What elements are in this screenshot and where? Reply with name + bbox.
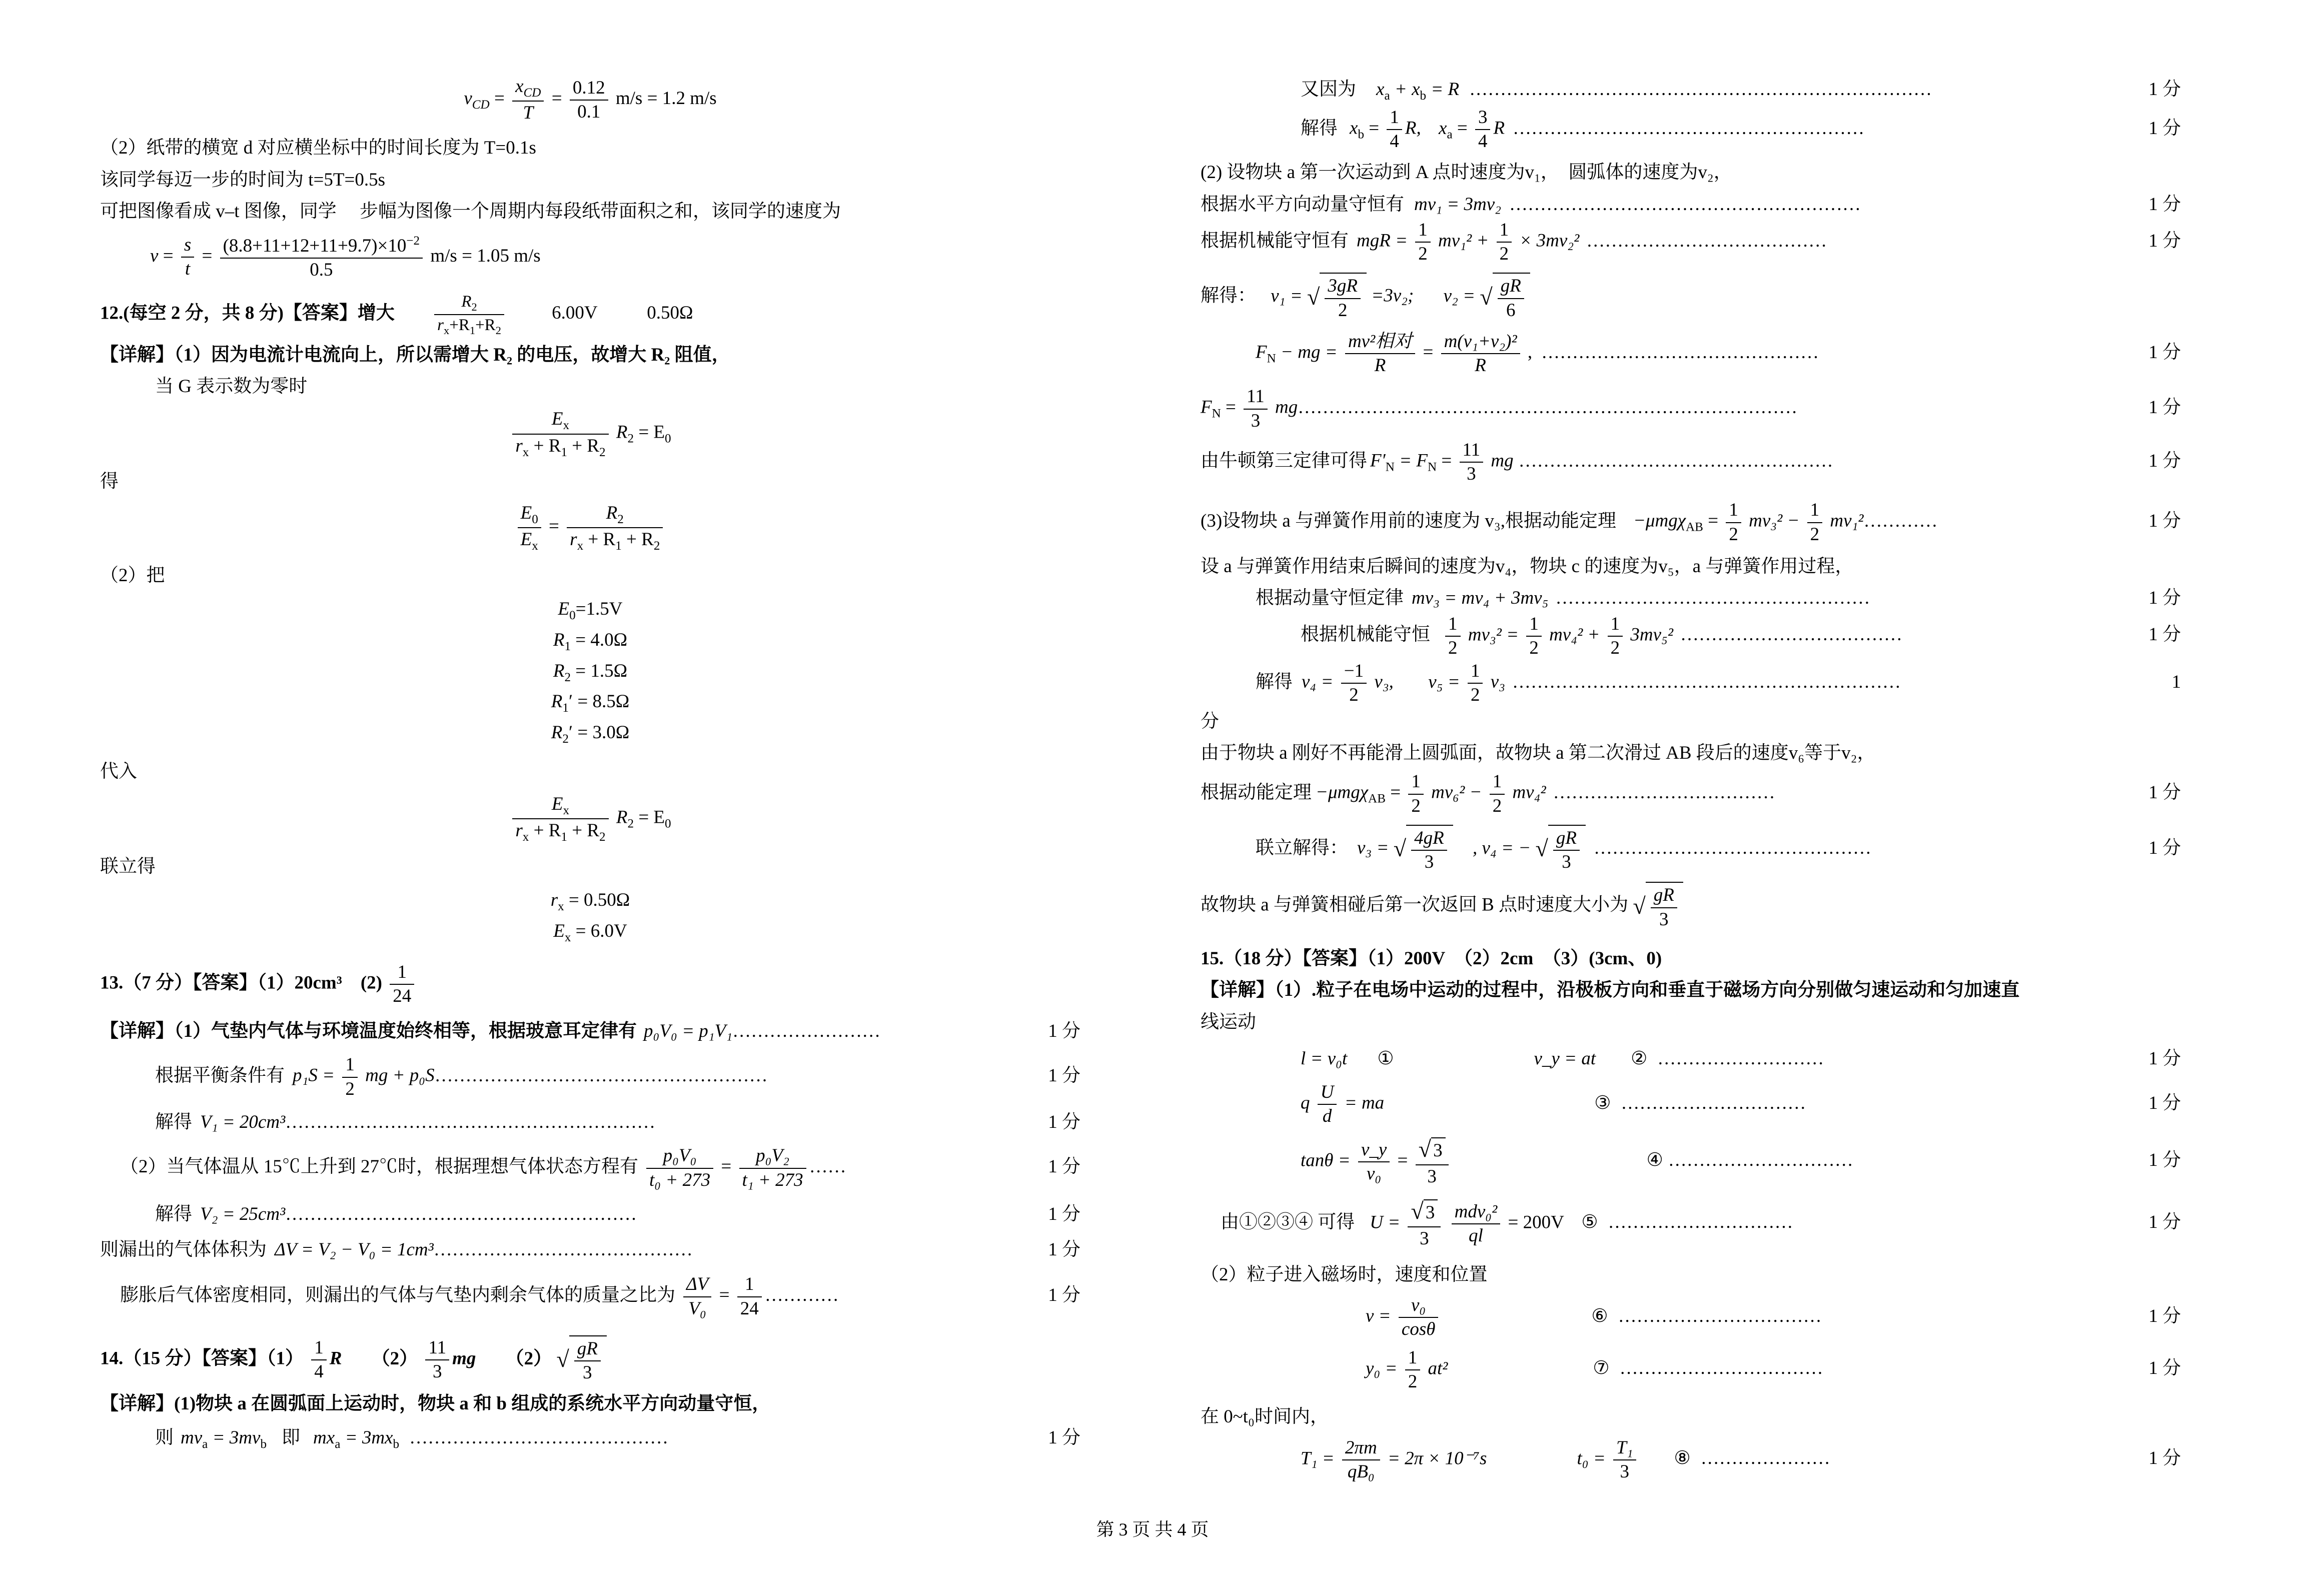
value-row: $R_1' = 8.5\Omega$ [551, 691, 630, 715]
v-frac1: $\frac{s}{t}$ [181, 234, 194, 281]
r-step-15: 由于物块 a 刚好不再能滑上圆弧面，故物块 a 第二次滑过 AB 段后的速度v₆等于v₂， [1201, 743, 1876, 763]
q13-eq2: p₁S = $\frac{1}{2}$ mg + p₀S [293, 1053, 435, 1101]
r-eq-1: $x_a + x_b = R$ [1376, 79, 1460, 103]
q13-eq2-frac: $\frac{1}{2}$ [342, 1053, 358, 1101]
q12-equation-1: $\frac{E_x}{r_x + R_1 + R_2}$ $R_2 = E_0$ [100, 408, 1080, 460]
r-eq-16: −μmgχ$_{AB}$ = $\frac{1}{2}$ mv₆² − $\frac{1}{2}$ mv₄² [1316, 771, 1546, 816]
q15-header: 15.（18 分）【答案】（1）200V （2）2cm （3）(3cm、0) [1201, 948, 1662, 969]
r-step-14-cont: 分 [1201, 711, 1219, 732]
r-step-16: 根据动能定理 −μmgχ$_{AB}$ = $\frac{1}{2}$ mv₆² − $\frac{1}{2}$ mv₄² ……………………………… 1 分 [1201, 770, 2181, 818]
page-footer: 第 3 页 共 4 页 [1096, 1519, 1209, 1539]
q12-detail-1: 【详解】（1）因为电流计电流向上，所以需增大 R₂ 的电压，故增大 R₂ 阻值， [100, 344, 730, 365]
q13-eq1: p₀V₀ = p₁V₁ [644, 1021, 733, 1042]
circled-2: ② [1631, 1048, 1648, 1069]
q13-step-5: 解得 V₂ = 25cm³ ………………………………………………… 1 分 [155, 1203, 1080, 1224]
q15-eq6-body: y₀ = $\frac{1}{2}$ at² [1366, 1347, 1448, 1392]
q12-eq2-lhs: $\frac{E_0}{E_x}$ [518, 502, 541, 554]
equation-v-average: v = $\frac{s}{t}$ = $\frac{(8.8+11+12+11+9.7)\times 10^{-2}}{0.5}$ m/s = 1.05 m/s [100, 233, 1080, 282]
value-row: $R_2' = 3.0\Omega$ [551, 722, 630, 746]
q14-eq-momentum: $mv_a = 3mv_b$ [181, 1427, 267, 1451]
r-step-11: 设 a 与弹簧作用结束后瞬间的速度为v₄，物块 c 的速度为v₅，a 与弹簧作用过程， [1201, 556, 1854, 577]
q15-eq-2: q $\frac{U}{d}$ = ma ③ ………………………… 1 分 [1201, 1081, 2181, 1128]
result-rx: $r_x = 0.50\Omega$ [550, 890, 630, 913]
q15-eq2-body: q $\frac{U}{d}$ = ma [1301, 1082, 1385, 1127]
q15-eq-5: v = $\frac{\text{v₀}}{\cos\theta}$ ⑥ …………………………… 1 分 [1201, 1294, 2181, 1341]
circled-8: ⑧ [1674, 1448, 1691, 1469]
q12-equation-3: $\frac{E_x}{r_x + R_1 + R_2}$ $R_2 = E_0$ [100, 793, 1080, 845]
r-step-17: 联立解得： v₃ = √ $\frac{4gR}{3}$ , v₄ = − √ $\frac{gR}{3}$ ……………………………………… 1 分 [1201, 825, 2181, 874]
q15-eq-1: l = v₀t ① v_y = at ② ……………………… 1 分 [1201, 1044, 2181, 1073]
r-step-5: 根据机械能守恒有 mgR = $\frac{1}{2}$ mv₁² + $\frac{1}{2}$ × 3mv₂² ………………………………… 1 分 [1201, 219, 2181, 266]
r-step-8: $F_N$ = $\frac{11}{3}$ mg ……………………………………………………………………… 1 分 [1201, 385, 2181, 433]
r-step-13: 根据机械能守恒 $\frac{1}{2}$ mv₃² = $\frac{1}{2}$ mv₄² + $\frac{1}{2}$ 3mv₅² ……………………………… 1 分 [1201, 613, 2181, 660]
circled-1: ① [1377, 1048, 1394, 1069]
circled-4: ④ [1646, 1150, 1663, 1171]
r17-sqrt-1: √ $\frac{4gR}{3}$ [1394, 825, 1453, 874]
left-p2: （2）纸带的横宽 d 对应横坐标中的时间长度为 T=0.1s [100, 138, 536, 159]
left-p4: 可把图像看成 v–t 图像，同学 步幅为图像一个周期内每段纸带面积之和，该同学的速度为 [100, 201, 841, 222]
left-column [100, 75, 1080, 1454]
q12-equation-2: $\frac{E_0}{E_x}$ = $\frac{R_2}{r_x + R_1 + R_2}$ [100, 502, 1080, 554]
q15-eq-4: 由①②③④ 可得 U = $\frac{√ 3}{3}$ $\frac{\text{mdv₀²}}{ql}$ = 200V ⑤ ………………………… 1 分 [1201, 1197, 2181, 1250]
q15-eq-3: tanθ = $\frac{v\_y}{\text{v₀}}$ = $\frac{√ 3}{3}$ ④ ………………………… 1 分 [1201, 1135, 2181, 1188]
v-frac2: $\frac{(8.8+11+12+11+9.7)\times 10^{-2}}{0.5}$ [220, 233, 423, 282]
r6-sqrt-1: √ $\frac{3gR}{2}$ [1307, 273, 1367, 322]
r-eq-17: v₃ = √ $\frac{4gR}{3}$ , v₄ = − √ $\frac{gR}{3}$ [1357, 825, 1586, 874]
r-step-1: 又因为 $x_a + x_b = R$ ………………………………………………………………… 1 分 [1201, 75, 2181, 106]
q12-eq3-frac: $\frac{E_x}{r_x + R_1 + R_2}$ [512, 793, 608, 845]
q15-detail-1b: 线运动 [1201, 1011, 1256, 1032]
q14-ans1-frac: $\frac{1}{4}$ [311, 1336, 327, 1384]
vcd-frac1: $\frac{x_{CD}}{T}$ [512, 75, 544, 125]
q13-step-4: （2）当气体温从 15℃上升到 27℃时，根据理想气体状态方程有 $\frac{\text{p₀V₀}}{\text{t₀ + 273}}$ = $\frac{\text{p₀V₂}}{\text{t₁ + 273}}$ …… 1 分 [100, 1144, 1080, 1192]
q14-detail-1: 【详解】(1)物块 a 在圆弧面上运动时，物块 a 和 b 组成的系统水平方向动量守恒， [100, 1393, 771, 1414]
q12-de-label: 得 [100, 471, 119, 492]
q15-eq5-body: v = $\frac{\text{v₀}}{\cos\theta}$ [1201, 1294, 1441, 1341]
q13-eq4: $\frac{\text{p₀V₀}}{\text{t₀ + 273}}$ = $\frac{\text{p₀V₂}}{\text{t₁ + 273}}$ [643, 1144, 809, 1192]
q14-ans3-sqrt: √ $\frac{gR}{3}$ [556, 1335, 607, 1385]
q12-fraction: $\frac{R_2}{r_x+R_1+R_2}$ [434, 292, 504, 338]
r-step-18: 故物块 a 与弹簧相碰后第一次返回 B 点时速度大小为 √ $\frac{gR}{3}$ [1201, 882, 2181, 931]
q13-step-6: 则漏出的气体体积为 ΔV = V₂ − V₀ = 1cm³ …………………………………… 1 分 [100, 1239, 1080, 1260]
q12-eq2-rhs: $\frac{R_2}{r_x + R_1 + R_2}$ [567, 502, 663, 554]
r-step-9: 由牛顿第三定律可得 $F'_N = F_N$ = $\frac{11}{3}$ mg …………………………………………… 1 分 [1201, 439, 2181, 486]
q12-values-list [100, 595, 1080, 749]
r-step-3: (2) 设物块 a 第一次运动到 A 点时速度为v₁， 圆弧体的速度为v₂， [1201, 162, 1732, 183]
r18-sqrt: √ $\frac{gR}{3}$ [1633, 882, 1683, 931]
vcd-value: 1.2 m/s [662, 88, 717, 109]
q12-header: 12.(每空 2 分，共 8 分)【答案】增大 $\frac{R_2}{r_x+R_1+R_2}$ 6.00V 0.50Ω [100, 292, 1080, 338]
q14-eq-displacement: $mx_a = 3mx_b$ [313, 1427, 400, 1451]
q15-eq3-body: tanθ = $\frac{v\_y}{\text{v₀}}$ = $\frac{√ 3}{3}$ [1201, 1135, 1452, 1188]
r-step-14: 解得 v₄ = $\frac{-1}{2}$ v₃, v₅ = $\frac{1}{2}$ v₃ ……………………………………………………… 1 [1201, 660, 2181, 707]
r-step-4: 根据水平方向动量守恒有 mv₁ = 3mv₂ ………………………………………………… 1 分 [1201, 194, 2181, 215]
q15-eq7-t0: t₀ = $\frac{\text{T₁}}{3}$ [1577, 1436, 1639, 1484]
vcd-unit: m/s [615, 88, 643, 109]
r-eq-14: v₄ = $\frac{-1}{2}$ v₃, v₅ = $\frac{1}{2}$ v₃ [1302, 661, 1505, 706]
q12-detail-2: 当 G 表示数为零时 [155, 376, 308, 397]
q15-eq4-body: U = $\frac{√ 3}{3}$ $\frac{\text{mdv₀²}}{ql}$ = 200V ⑤ [1370, 1197, 1598, 1250]
q13-step-2: 根据平衡条件有 p₁S = $\frac{1}{2}$ mg + p₀S ……………………………………………… 1 分 [100, 1053, 1080, 1101]
r-step-2: 解得 $x_b$ = $\frac{1}{4}$ R, $x_a$ = $\frac{3}{4}$ R ………………………………………………… 1 分 [1201, 106, 2181, 154]
r-step-10: (3)设物块 a 与弹簧作用前的速度为 v₃,根据动能定理 −μmgχ$_{AB}$ = $\frac{1}{2}$ mv₃² − $\frac{1}{2}$ mv₁² ………… 1 分 [1201, 499, 2181, 546]
result-ex: $E_x = 6.0V$ [553, 920, 627, 944]
r-eq-10: −μmgχ$_{AB}$ = $\frac{1}{2}$ mv₃² − $\frac{1}{2}$ mv₁² [1633, 500, 1864, 545]
r-eq-7: $F_N$ − mg = $\frac{\text{mv²相对}}{R}$ = $\frac{\text{m(v₁+v₂)²}}{R}$ , [1256, 331, 1533, 376]
circled-6: ⑥ [1591, 1305, 1608, 1326]
r17-sqrt-2: √ $\frac{gR}{3}$ [1536, 825, 1586, 874]
vcd-frac2: $\frac{0.12}{0.1}$ [570, 77, 608, 124]
q15-eq7-body: T₁ = $\frac{2\pi m}{\text{qB₀}}$ = 2π × 10⁻⁷s [1301, 1437, 1487, 1482]
vcd-symbol: v [464, 88, 472, 109]
q12-value2: 0.50Ω [647, 303, 693, 324]
q12-lianli-label: 联立得 [100, 856, 156, 877]
value-row: $R_1 = 4.0\Omega$ [553, 629, 628, 653]
q13-eq7: $\frac{\Delta V}{\text{V₀}}$ = $\frac{1}{24}$ [680, 1273, 765, 1320]
q14-step-2: 则 $mv_a = 3mv_b$ 即 $mx_a = 3mx_b$ …………………………………… 1 分 [100, 1423, 1080, 1454]
equation-vcd: $v_{CD}$ = $\frac{x_{CD}}{T}$ = $\frac{0.12}{0.1}$ m/s = 1.2 m/s [100, 75, 1080, 125]
q12-results [100, 886, 1080, 948]
q12-eq1-frac: $\frac{E_x}{r_x + R_1 + R_2}$ [512, 408, 608, 460]
r-step-6: 解得： v₁ = √ $\frac{3gR}{2}$ =3v₂; v₂ = √ $\frac{gR}{6}$ [1201, 273, 2181, 322]
circled-5: ⑤ [1581, 1212, 1598, 1233]
r-step-12: 根据动量守恒定律 mv₃ = mv₄ + 3mv₅ …………………………………………… 1 分 [1256, 588, 2181, 609]
q15-eq-7: T₁ = $\frac{2\pi m}{\text{qB₀}}$ = 2π × 10⁻⁷s t₀ = $\frac{\text{T₁}}{3}$ ⑧ ………………… 1 分 [1201, 1436, 2181, 1484]
r-step-7: $F_N$ − mg = $\frac{\text{mv²相对}}{R}$ = $\frac{\text{m(v₁+v₂)²}}{R}$ , ……………………………………… 1 分 [1201, 330, 2181, 378]
q13-step-3: 解得 V₁ = 20cm³ …………………………………………………… 1 分 [155, 1111, 1080, 1132]
q15-detail-1: 【详解】（1）.粒子在电场中运动的过程中，沿极板方向和垂直于磁场方向分别做匀速运动和匀加速直 [1201, 980, 2020, 1001]
q15-detail-2: （2）粒子进入磁场时，速度和位置 [1201, 1264, 1488, 1285]
r-eq-8: $F_N$ = $\frac{11}{3}$ mg [1201, 386, 1298, 431]
q15-eq-6: y₀ = $\frac{1}{2}$ at² ⑦ …………………………… 1 分 [1201, 1346, 2181, 1394]
value-row: $R_2 = 1.5\Omega$ [553, 660, 628, 684]
right-column [1201, 75, 2181, 1483]
q13-answer-frac: $\frac{1}{24}$ [390, 961, 414, 1008]
q13-step-1: 【详解】（1）气垫内气体与环境温度始终相等，根据玻意耳定律有 p₀V₀ = p₁V₁ …………………… 1 分 [100, 1017, 1080, 1045]
q12-value1: 6.00V [552, 303, 597, 324]
q14-header: 14.（15 分）【答案】（1） $\frac{1}{4}$ R （2） $\frac{11}{3}$ mg （2） √ $\frac{gR}{3}$ [100, 1335, 1080, 1385]
left-p3: 该同学每迈一步的时间为 t=5T=0.5s [100, 169, 386, 190]
r6-sqrt-2: √ $\frac{gR}{6}$ [1480, 273, 1530, 322]
r-eq-9: $F'_N = F_N$ = $\frac{11}{3}$ mg [1370, 439, 1514, 485]
q15-detail-3: 在 0~t₀时间内， [1201, 1406, 1329, 1427]
q13-header: 13.（7 分）【答案】（1）20cm³ (2) $\frac{1}{24}$ [100, 961, 1080, 1008]
r-eq-5: mgR = $\frac{1}{2}$ mv₁² + $\frac{1}{2}$ × 3mv₂² [1357, 219, 1580, 265]
q13-step-7: 膨胀后气体密度相同，则漏出的气体与气垫内剩余气体的质量之比为 $\frac{\Delta V}{\text{V₀}}$ = $\frac{1}{24}$ ………… 1 分 [100, 1273, 1080, 1320]
r-eq-13: $\frac{1}{2}$ mv₃² = $\frac{1}{2}$ mv₄² + $\frac{1}{2}$ 3mv₅² [1442, 613, 1673, 660]
value-row: $E_0=1.5V$ [558, 598, 623, 622]
v-value: 1.05 m/s [477, 245, 541, 266]
circled-7: ⑦ [1593, 1358, 1610, 1379]
q12-ba-label: （2）把 [100, 565, 165, 586]
circled-3: ③ [1594, 1092, 1611, 1113]
q12-dairu-label: 代入 [100, 761, 137, 782]
r-eq-2: $x_b$ = $\frac{1}{4}$ R, $x_a$ = $\frac{3}{4}$ R [1350, 107, 1505, 152]
q14-ans2-frac: $\frac{11}{3}$ [425, 1336, 449, 1384]
